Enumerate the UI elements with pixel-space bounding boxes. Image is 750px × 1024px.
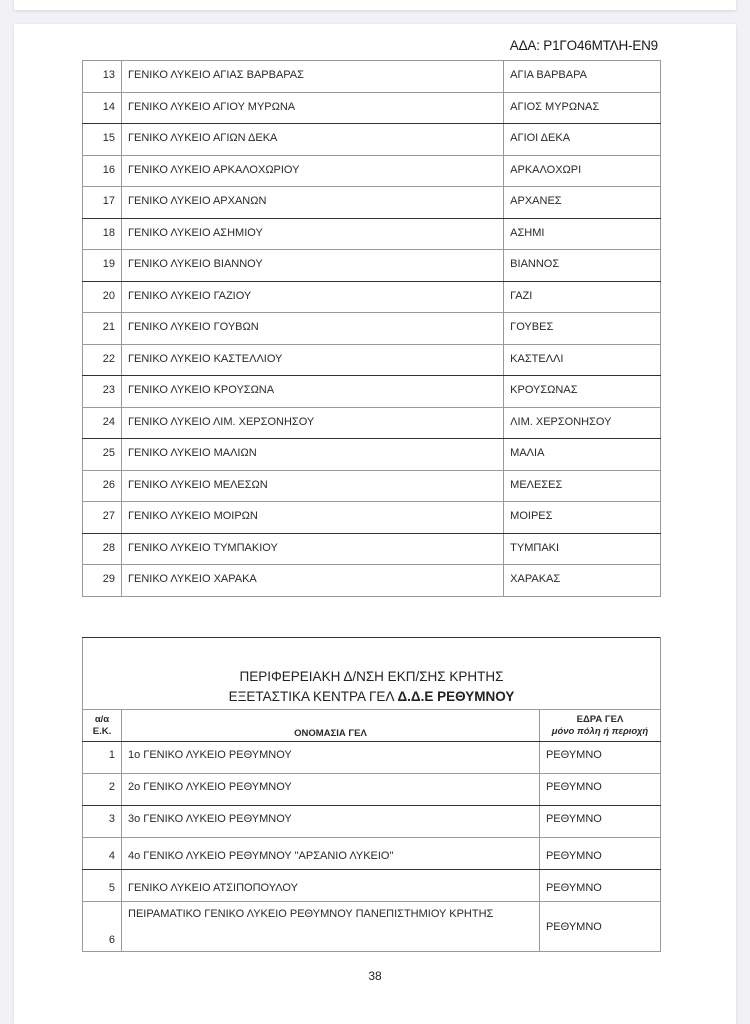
- table-row: [83, 407, 661, 439]
- cell-seat: ΜΕΛΕΣΕΣ: [504, 470, 661, 502]
- cell-seat: ΑΡΧΑΝΕΣ: [504, 187, 661, 219]
- cell-name: 3ο ΓΕΝΙΚΟ ΛΥΚΕΙΟ ΡΕΘΥΜΝΟΥ: [122, 806, 540, 838]
- exam-centers-table-heraklion: [82, 60, 661, 597]
- cell-seat: ΓΑΖΙ: [504, 281, 661, 313]
- table-row: [83, 313, 661, 345]
- table-row: [83, 218, 661, 250]
- cell-name: ΓΕΝΙΚΟ ΛΥΚΕΙΟ ΑΡΧΑΝΩΝ: [121, 187, 503, 219]
- table-row: [83, 61, 661, 93]
- cell-name: ΓΕΝΙΚΟ ΛΥΚΕΙΟ ΑΤΣΙΠΟΠΟΥΛΟΥ: [122, 870, 540, 902]
- cell-seat: ΑΣΗΜΙ: [504, 218, 661, 250]
- cell-num: 5: [83, 870, 122, 902]
- cell-name: ΓΕΝΙΚΟ ΛΥΚΕΙΟ ΑΓΙΩΝ ΔΕΚΑ: [121, 124, 503, 156]
- cell-num: 13: [83, 61, 122, 93]
- cell-seat: ΜΑΛΙΑ: [504, 439, 661, 471]
- table-row: [83, 124, 661, 156]
- cell-num: 16: [83, 155, 122, 187]
- cell-seat: ΡΕΘΥΜΝΟ: [539, 902, 660, 952]
- table-row: [83, 281, 661, 313]
- cell-num: 27: [83, 502, 122, 534]
- table-title-bold: Δ.Δ.Ε ΡΕΘΥΜΝΟΥ: [397, 689, 515, 704]
- column-header-row: [83, 710, 661, 742]
- cell-seat: ΑΡΚΑΛΟΧΩΡΙ: [504, 155, 661, 187]
- cell-name: ΓΕΝΙΚΟ ΛΥΚΕΙΟ ΚΡΟΥΣΩΝΑ: [121, 376, 503, 408]
- column-header-name: ΟΝΟΜΑΣΙΑ ΓΕΛ: [122, 710, 540, 742]
- cell-seat: ΒΙΑΝΝΟΣ: [504, 250, 661, 282]
- cell-seat: ΜΟΙΡΕΣ: [504, 502, 661, 534]
- cell-seat: ΡΕΘΥΜΝΟ: [539, 870, 660, 902]
- cell-seat: ΧΑΡΑΚΑΣ: [504, 565, 661, 597]
- cell-num: 19: [83, 250, 122, 282]
- cell-seat: ΑΓΙΑ ΒΑΡΒΑΡΑ: [504, 61, 661, 93]
- cell-num: 28: [83, 533, 122, 565]
- cell-seat: ΡΕΘΥΜΝΟ: [539, 838, 660, 870]
- cell-num: 25: [83, 439, 122, 471]
- table-row: [83, 155, 661, 187]
- cell-name: ΓΕΝΙΚΟ ΛΥΚΕΙΟ ΓΟΥΒΩΝ: [121, 313, 503, 345]
- cell-name: ΓΕΝΙΚΟ ΛΥΚΕΙΟ ΒΙΑΝΝΟΥ: [121, 250, 503, 282]
- cell-num: 24: [83, 407, 122, 439]
- cell-seat: ΑΓΙΟΙ ΔΕΚΑ: [504, 124, 661, 156]
- column-header-seat: ΕΔΡΑ ΓΕΛ μόνο πόλη ή περιοχή: [539, 710, 660, 742]
- cell-name: ΓΕΝΙΚΟ ΛΥΚΕΙΟ ΚΑΣΤΕΛΛΙΟΥ: [121, 344, 503, 376]
- table-row: [83, 250, 661, 282]
- table-row: [83, 870, 661, 902]
- table-row: [83, 344, 661, 376]
- cell-name: ΓΕΝΙΚΟ ΛΥΚΕΙΟ ΑΡΚΑΛΟΧΩΡΙΟΥ: [121, 155, 503, 187]
- table-row: [83, 533, 661, 565]
- cell-name: ΓΕΝΙΚΟ ΛΥΚΕΙΟ ΧΑΡΑΚΑ: [121, 565, 503, 597]
- cell-name: ΓΕΝΙΚΟ ΛΥΚΕΙΟ ΜΟΙΡΩΝ: [121, 502, 503, 534]
- table-row: [83, 92, 661, 124]
- previous-page: [14, 0, 736, 10]
- table-row: [83, 376, 661, 408]
- cell-num: 29: [83, 565, 122, 597]
- cell-num: 14: [83, 92, 122, 124]
- table-title-line2: ΕΞΕΤΑΣΤΙΚΑ ΚΕΝΤΡΑ ΓΕΛ Δ.Δ.Ε ΡΕΘΥΜΝΟΥ: [228, 689, 515, 704]
- table-row: [83, 838, 661, 870]
- cell-name: ΓΕΝΙΚΟ ΛΥΚΕΙΟ ΜΑΛΙΩΝ: [121, 439, 503, 471]
- cell-num: 1: [83, 742, 122, 774]
- cell-seat: ΚΑΣΤΕΛΛΙ: [504, 344, 661, 376]
- cell-num: 23: [83, 376, 122, 408]
- table-row: [83, 742, 661, 774]
- cell-name: ΓΕΝΙΚΟ ΛΥΚΕΙΟ ΜΕΛΕΣΩΝ: [121, 470, 503, 502]
- cell-seat: ΤΥΜΠΑΚΙ: [504, 533, 661, 565]
- cell-seat: ΚΡΟΥΣΩΝΑΣ: [504, 376, 661, 408]
- cell-seat: ΡΕΘΥΜΝΟ: [539, 742, 660, 774]
- cell-seat: ΑΓΙΟΣ ΜΥΡΩΝΑΣ: [504, 92, 661, 124]
- cell-num: 4: [83, 838, 122, 870]
- table-title: [83, 638, 661, 710]
- table-row: [83, 806, 661, 838]
- cell-num: 3: [83, 806, 122, 838]
- cell-seat: ΛΙΜ. ΧΕΡΣΟΝΗΣΟΥ: [504, 407, 661, 439]
- cell-seat: ΡΕΘΥΜΝΟ: [539, 774, 660, 806]
- table-row: [83, 439, 661, 471]
- table-row: [83, 902, 661, 952]
- cell-seat: ΓΟΥΒΕΣ: [504, 313, 661, 345]
- cell-name: 2ο ΓΕΝΙΚΟ ΛΥΚΕΙΟ ΡΕΘΥΜΝΟΥ: [122, 774, 540, 806]
- document-page: [14, 24, 736, 1024]
- cell-num: 18: [83, 218, 122, 250]
- cell-num: 15: [83, 124, 122, 156]
- cell-name: 1ο ΓΕΝΙΚΟ ΛΥΚΕΙΟ ΡΕΘΥΜΝΟΥ: [122, 742, 540, 774]
- cell-name: ΓΕΝΙΚΟ ΛΥΚΕΙΟ ΑΓΙΟΥ ΜΥΡΩΝΑ: [121, 92, 503, 124]
- cell-num: 20: [83, 281, 122, 313]
- cell-seat: ΡΕΘΥΜΝΟ: [539, 806, 660, 838]
- cell-num: 26: [83, 470, 122, 502]
- cell-name: ΓΕΝΙΚΟ ΛΥΚΕΙΟ ΓΑΖΙΟΥ: [121, 281, 503, 313]
- cell-num: 6: [83, 902, 122, 952]
- cell-name: ΓΕΝΙΚΟ ΛΥΚΕΙΟ ΑΣΗΜΙΟΥ: [121, 218, 503, 250]
- ada-code: ΑΔΑ: Ρ1ΓΟ46ΜΤΛΗ-ΕΝ9: [509, 38, 658, 53]
- cell-name: ΓΕΝΙΚΟ ΛΥΚΕΙΟ ΑΓΙΑΣ ΒΑΡΒΑΡΑΣ: [121, 61, 503, 93]
- page-number: 38: [368, 969, 382, 983]
- table-row: [83, 502, 661, 534]
- cell-num: 22: [83, 344, 122, 376]
- table-title-line1: ΠΕΡΙΦΕΡΕΙΑΚΗ Δ/ΝΣΗ ΕΚΠ/ΣΗΣ ΚΡΗΤΗΣ: [239, 669, 504, 684]
- column-header-number: α/α Ε.Κ.: [83, 710, 122, 742]
- table-row: [83, 470, 661, 502]
- cell-name: ΓΕΝΙΚΟ ΛΥΚΕΙΟ ΤΥΜΠΑΚΙΟΥ: [121, 533, 503, 565]
- cell-num: 21: [83, 313, 122, 345]
- cell-num: 2: [83, 774, 122, 806]
- exam-centers-table-rethymno: [82, 637, 661, 952]
- cell-name: ΠΕΙΡΑΜΑΤΙΚΟ ΓΕΝΙΚΟ ΛΥΚΕΙΟ ΡΕΘΥΜΝΟΥ ΠΑΝΕΠΙΣΤΗΜΙΟΥ ΚΡΗΤΗΣ: [122, 902, 540, 952]
- table-row: [83, 565, 661, 597]
- table-row: [83, 774, 661, 806]
- cell-name: 4ο ΓΕΝΙΚΟ ΛΥΚΕΙΟ ΡΕΘΥΜΝΟΥ "ΑΡΣΑΝΙΟ ΛΥΚΕΙΟ": [122, 838, 540, 870]
- cell-num: 17: [83, 187, 122, 219]
- cell-name: ΓΕΝΙΚΟ ΛΥΚΕΙΟ ΛΙΜ. ΧΕΡΣΟΝΗΣΟΥ: [121, 407, 503, 439]
- table-row: [83, 187, 661, 219]
